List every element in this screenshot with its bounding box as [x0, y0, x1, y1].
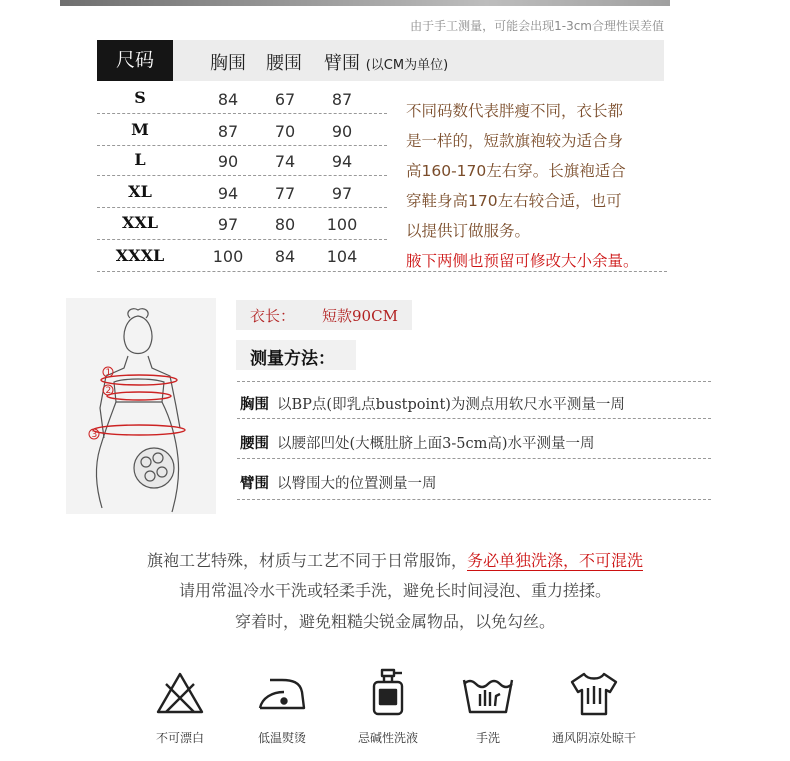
bust-cell: 87	[217, 122, 239, 141]
length-label: 衣长：	[250, 307, 296, 325]
size-description	[406, 96, 676, 276]
care-line-1-text: 旗袍工艺特殊，材质与工艺不同于日常服饰，	[146, 551, 467, 570]
hand-wash-label: 手洗	[475, 731, 500, 745]
method-text: 以臀围大的位置测量一周	[277, 476, 437, 492]
arm-cell: 94	[331, 152, 353, 171]
care-line-3: 穿着时，避免粗糙尖锐金属物品，以免勾丝。	[234, 612, 555, 631]
low-iron-icon	[252, 668, 312, 718]
marker-3: 3	[91, 430, 98, 440]
method-divider	[237, 458, 711, 459]
method-name: 腰围	[240, 435, 269, 452]
method-row	[240, 472, 437, 493]
waist-cell: 77	[274, 184, 296, 203]
waist-cell: 84	[274, 247, 296, 266]
row-divider	[97, 113, 387, 114]
arm-cell: 87	[331, 90, 353, 109]
arm-cell: 100	[326, 215, 358, 234]
method-name: 胸围	[240, 396, 269, 413]
marker-1: 1	[105, 368, 112, 378]
figure-sketch	[66, 298, 216, 514]
size-cell: S	[134, 88, 146, 107]
size-cell: XXL	[121, 213, 159, 232]
no-bleach-icon	[150, 668, 210, 718]
method-text: 以腰部凹处(大概肚脐上面3-5cm高)水平测量一周	[277, 436, 595, 452]
arm-cell: 90	[331, 122, 353, 141]
detergent-icon	[358, 668, 418, 718]
row-divider	[97, 239, 387, 240]
detergent-label: 忌碱性洗液	[357, 731, 418, 745]
hand-wash-icon	[458, 668, 518, 718]
unit-note: (以CM为单位)	[365, 58, 449, 73]
method-divider	[237, 418, 711, 419]
description-line: 高160-170左右穿。长旗袍适合	[406, 162, 626, 180]
no-bleach-label: 不可漂白	[155, 731, 204, 745]
method-name: 臂围	[240, 475, 269, 492]
size-column-header: 尺码	[97, 40, 173, 81]
bust-cell: 97	[217, 215, 239, 234]
waist-cell: 67	[274, 90, 296, 109]
bust-cell: 90	[217, 152, 239, 171]
bust-column-header: 胸围	[210, 53, 246, 74]
size-cell: XXXL	[115, 246, 165, 265]
row-divider	[97, 175, 387, 176]
marker-2: 2	[105, 386, 112, 396]
arm-cell: 104	[326, 247, 358, 266]
row-divider	[97, 207, 387, 208]
bust-cell: 100	[212, 247, 244, 266]
method-title: 测量方法：	[250, 349, 335, 369]
arm-cell: 97	[331, 184, 353, 203]
size-cell: XL	[128, 182, 152, 201]
arm-header-text: 臂围	[324, 53, 360, 74]
shade-dry-label: 通风阴凉处晾干	[551, 731, 636, 745]
description-line: 以提供订做服务。	[406, 222, 531, 240]
length-value: 短款90CM	[322, 307, 398, 325]
waist-cell: 74	[274, 152, 296, 171]
waist-cell: 80	[274, 215, 296, 234]
description-line: 不同码数代表胖瘦不同，衣长都	[406, 102, 624, 120]
description-highlight: 腋下两侧也预留可修改大小余量。	[406, 252, 639, 270]
care-line-1	[0, 548, 790, 571]
bust-cell: 84	[217, 90, 239, 109]
method-divider	[237, 381, 711, 382]
waist-cell: 70	[274, 122, 296, 141]
care-warning: 务必单独洗涤，不可混洗	[467, 551, 644, 570]
method-divider	[237, 499, 711, 500]
measurement-illustration	[66, 298, 216, 514]
description-line: 穿鞋身高170左右较合适，也可	[406, 192, 622, 210]
bust-cell: 94	[217, 184, 239, 203]
method-row	[240, 432, 595, 453]
row-divider	[97, 145, 387, 146]
method-text: 以BP点(即乳点bustpoint)为测点用软尺水平测量一周	[277, 397, 625, 413]
measurement-note: 由于手工测量，可能会出现1-3cm合理性误差值	[410, 19, 664, 33]
arm-column-header	[324, 49, 448, 75]
description-line: 是一样的，短款旗袍较为适合身	[406, 132, 624, 150]
care-line-2: 请用常温冷水干洗或轻柔手洗，避免长时间浸泡、重力搓揉。	[178, 581, 611, 600]
low-iron-label: 低温熨烫	[257, 731, 306, 745]
size-cell: L	[134, 150, 146, 169]
waist-column-header: 腰围	[266, 53, 302, 74]
shade-dry-icon	[564, 668, 624, 718]
method-row	[240, 393, 625, 414]
top-image-strip	[60, 0, 670, 6]
size-cell: M	[131, 120, 149, 139]
